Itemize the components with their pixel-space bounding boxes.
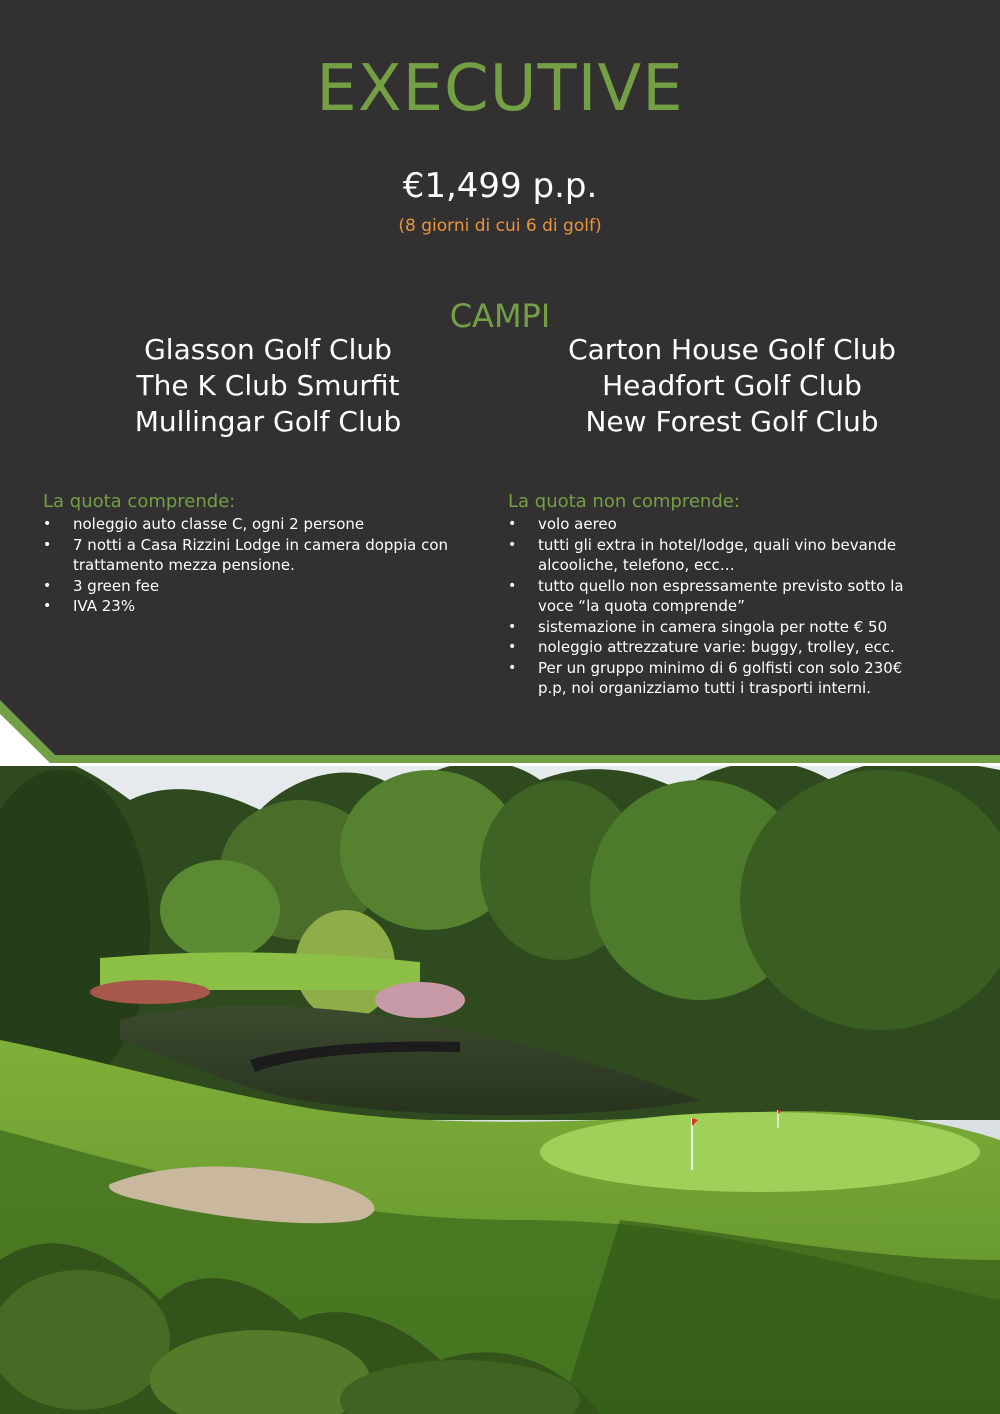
courses-left-list [38, 332, 498, 440]
list-item: • noleggio attrezzature varie: buggy, trolley, ecc. [508, 637, 928, 658]
list-item: • volo aereo [508, 514, 928, 535]
list-item: • 3 green fee [43, 576, 463, 597]
list-item: • noleggio auto classe C, ogni 2 persone [43, 514, 463, 535]
course-item: The K Club Smurfit [136, 369, 400, 402]
course-item: Glasson Golf Club [144, 333, 392, 366]
excluded-heading: La quota non comprende: [508, 491, 740, 512]
package-duration: (8 giorni di cui 6 di golf) [398, 216, 602, 236]
list-item: • tutti gli extra in hotel/lodge, quali vino bevande alcooliche, telefono, ecc… [508, 535, 928, 576]
course-item: Carton House Golf Club [568, 333, 896, 366]
course-item: New Forest Golf Club [585, 405, 879, 438]
included-heading: La quota comprende: [43, 491, 236, 512]
list-item: • IVA 23% [43, 596, 463, 617]
excluded-list [508, 514, 928, 699]
green-divider-band [0, 700, 1000, 780]
package-title: EXECUTIVE [316, 52, 684, 126]
courses-heading: CAMPI [449, 297, 551, 335]
courses-right-list [502, 332, 962, 440]
included-section [43, 490, 463, 617]
package-price: €1,499 p.p. [402, 166, 598, 206]
list-item: • 7 notti a Casa Rizzini Lodge in camera doppia con trattamento mezza pensione. [43, 535, 463, 576]
list-item: • sistemazione in camera singola per notte € 50 [508, 617, 928, 638]
list-item: • Per un gruppo minimo di 6 golfisti con solo 230€ p.p, noi organizziamo tutti i trasporti interni. [508, 658, 928, 699]
course-item: Mullingar Golf Club [134, 405, 402, 438]
excluded-section [508, 490, 928, 699]
list-item: • tutto quello non espressamente previsto sotto la voce “la quota comprende” [508, 576, 928, 617]
course-item: Headfort Golf Club [602, 369, 862, 402]
included-list [43, 514, 463, 617]
golf-course-photo [0, 700, 1000, 1414]
